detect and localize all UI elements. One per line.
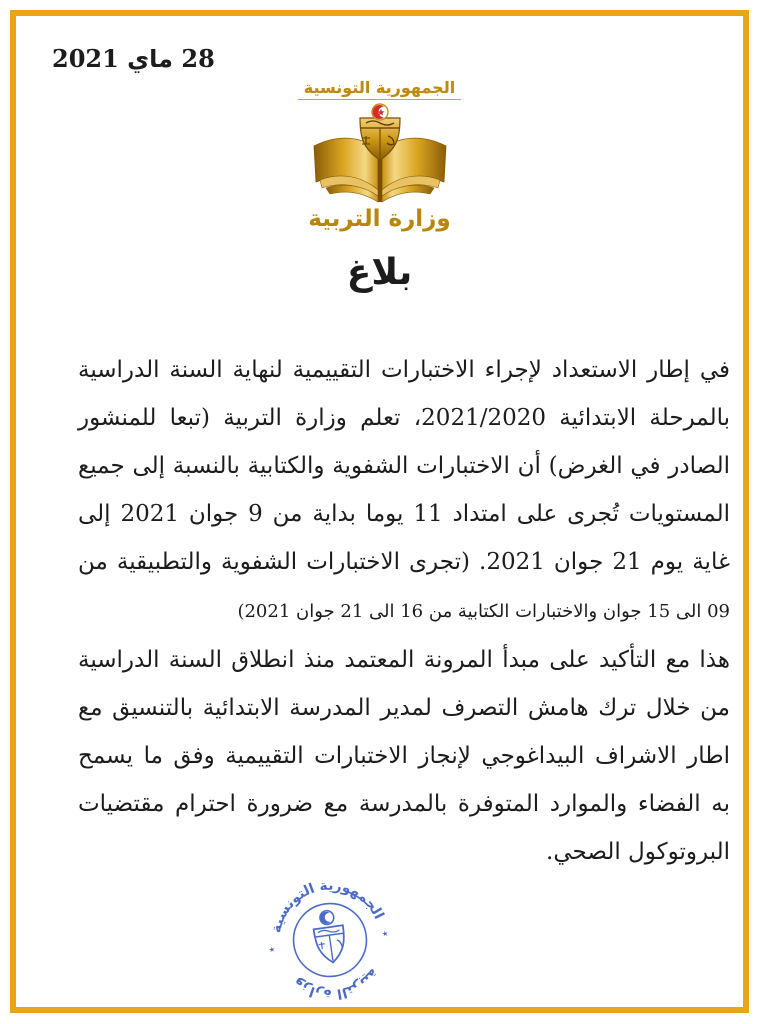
official-stamp-icon xyxy=(258,868,403,1013)
stamp-ring-bottom-text: وزارة التربية xyxy=(290,965,382,1003)
paragraph-exam-schedule-note: 09 الى 15 جوان والاختبارات الكتابية من 16 الى 21 جوان 2021) xyxy=(237,601,730,622)
paragraph-exam-schedule xyxy=(78,346,730,636)
document-date: 28 ماي 2021 xyxy=(52,44,215,73)
ministry-name-text: وزارة التربية xyxy=(308,206,451,232)
stamp-ring-top-text: الجمهورية التونسية xyxy=(268,877,387,935)
document-body xyxy=(78,346,730,876)
document-title: بلاغ xyxy=(346,252,413,293)
document-border-frame xyxy=(10,10,749,1013)
republic-calligraphy-text: الجمهورية التونسية xyxy=(298,80,461,100)
paragraph-flexibility: هذا مع التأكيد على مبدأ المرونة المعتمد منذ انطلاق السنة الدراسية من خلال ترك هامش التصرف لمدير المدرسة الابتدائية بالتنسيق مع اطار الاشراف البيداغوجي لإنجاز الاختبارات التقييمية وفق ما يسمح به الفضاء والموارد المتوفرة بالمدرسة مع ضرورة احترام مقتضيات البروتوكول الصحي. xyxy=(78,647,730,865)
stamp-star-left-icon: ٭ xyxy=(267,941,277,957)
stamp-star-right-icon: ٭ xyxy=(380,925,390,941)
ministry-logo xyxy=(285,80,475,231)
ministry-emblem-book-icon xyxy=(300,102,460,206)
paragraph-exam-schedule-main: في إطار الاستعداد لإجراء الاختبارات التقييمية لنهاية السنة الدراسية بالمرحلة الابتدائية 2021/2020، تعلم وزارة التربية (تبعا للمنشور الصادر في الغرض) أن الاختبارات الشفوية والكتابية بالنسبة إلى جميع المستويات تُجرى على امتداد 11 يوما بداية من 9 جوان 2021 إلى غاية يوم 21 جوان 2021. (تجرى الاختبارات الشفوية والتطبيقية من xyxy=(78,357,730,575)
